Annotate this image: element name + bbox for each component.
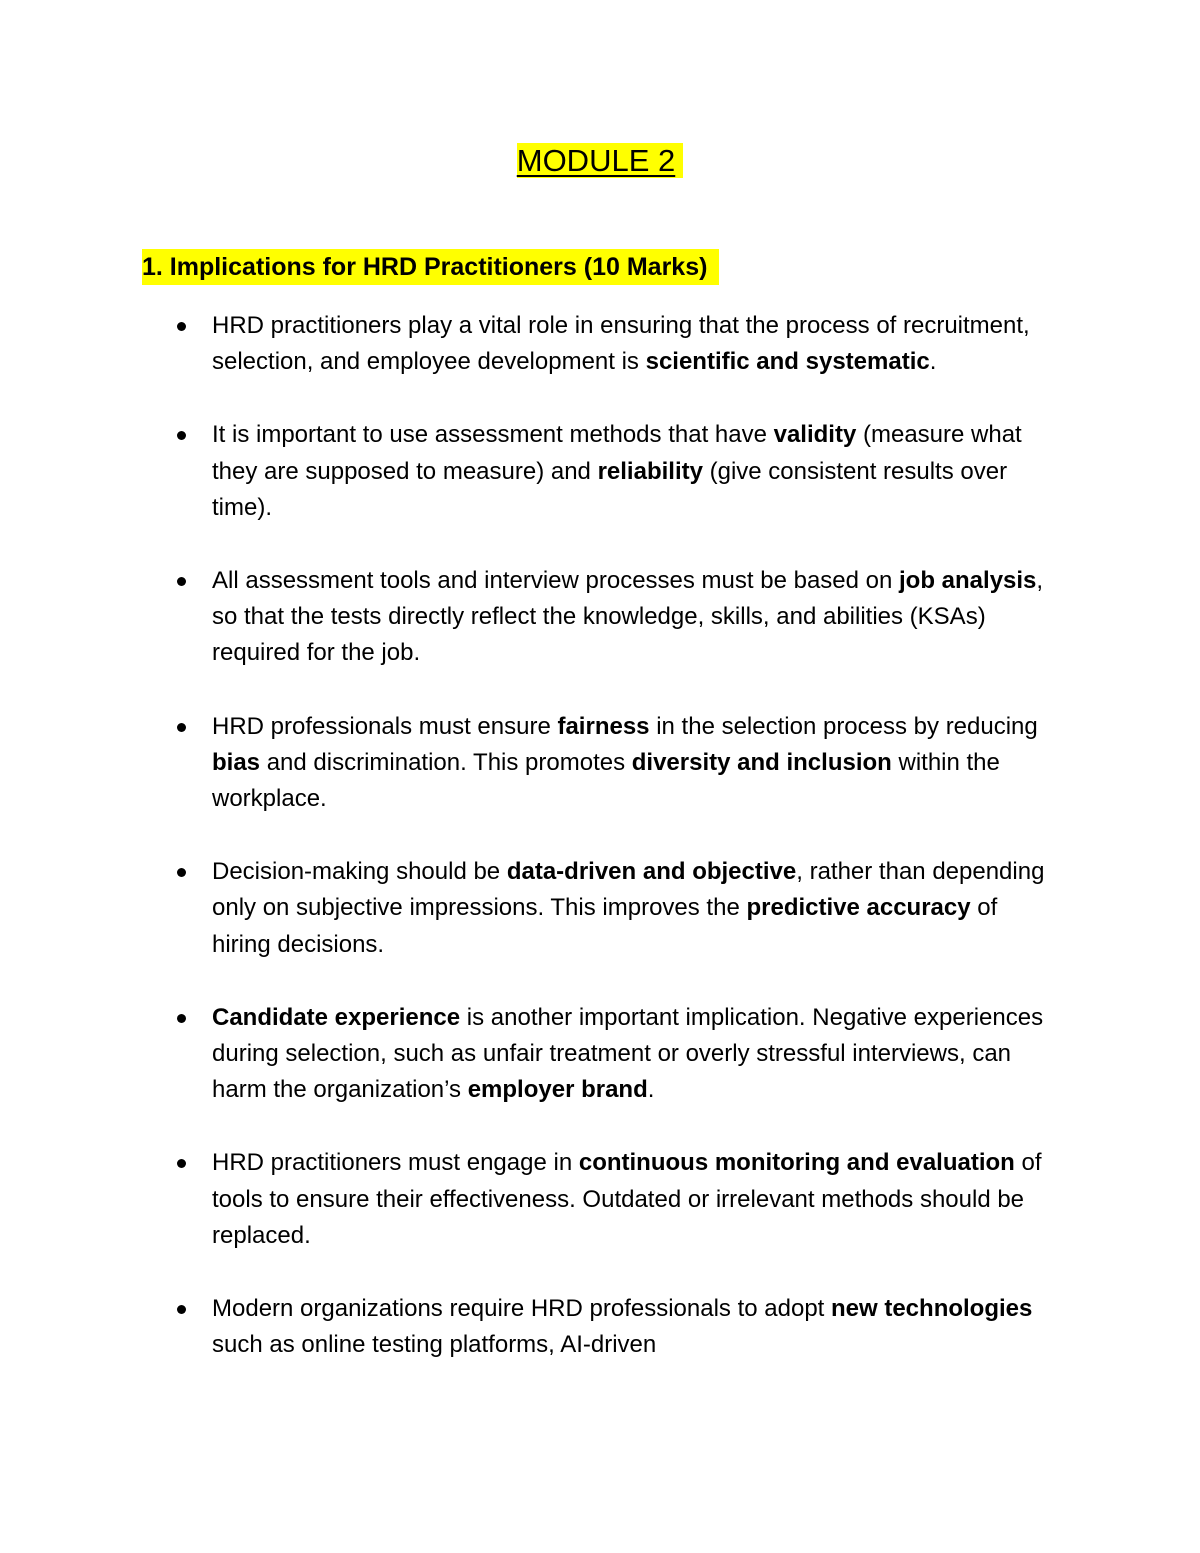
list-item bbox=[0, 308, 1062, 380]
body-text: of hiring decisions. bbox=[212, 894, 998, 958]
body-text: HRD practitioners play a vital role in ensuring that the process of recruitment, selection, and employee development is bbox=[212, 312, 1030, 376]
bold-text: data-driven and objective bbox=[506, 858, 797, 886]
page-title-text: MODULE 2 bbox=[517, 143, 683, 178]
bold-text: diversity and inclusion bbox=[631, 748, 892, 776]
list-item bbox=[0, 1145, 1062, 1254]
bold-text: new technologies bbox=[831, 1295, 1033, 1323]
body-text: HRD practitioners must engage in bbox=[212, 1149, 579, 1177]
body-text: Modern organizations require HRD professionals to adopt bbox=[212, 1295, 831, 1323]
list-item bbox=[0, 417, 1062, 526]
body-text: such as online testing platforms, AI-driven bbox=[212, 1331, 657, 1359]
bold-text: continuous monitoring and evaluation bbox=[578, 1149, 1015, 1177]
section-heading: 1. Implications for HRD Practitioners (10 Marks) bbox=[142, 249, 719, 285]
body-text: Decision-making should be bbox=[212, 858, 507, 886]
bullet-dot-icon bbox=[177, 431, 186, 440]
body-text: of tools to ensure their effectiveness. Outdated or irrelevant methods should be replaced. bbox=[212, 1149, 1042, 1249]
bold-text: fairness bbox=[557, 712, 650, 740]
body-text: is another important implication. Negative experiences during selection, such as unfair treatment or overly stressful interviews, can harm the organization’s bbox=[212, 1003, 1044, 1104]
body-text: (give consistent results over time). bbox=[212, 457, 1008, 521]
bullet-dot-icon bbox=[177, 577, 186, 586]
body-text: It is important to use assessment methods that have bbox=[212, 421, 774, 449]
body-text: in the selection process by reducing bbox=[649, 712, 1038, 740]
page-title bbox=[0, 141, 1200, 181]
bold-text: scientific and systematic bbox=[645, 348, 930, 376]
bullet-dot-icon bbox=[177, 322, 186, 331]
body-text: and discrimination. This promotes bbox=[260, 748, 632, 776]
body-text: , rather than depending only on subjective impressions. This improves the bbox=[212, 858, 1045, 922]
bold-text: job analysis bbox=[899, 567, 1037, 595]
bold-text: employer brand bbox=[467, 1076, 648, 1104]
bold-text: Candidate experience bbox=[212, 1003, 461, 1031]
bullet-dot-icon bbox=[177, 1159, 186, 1168]
list-item bbox=[0, 1000, 1062, 1109]
body-text: HRD professionals must ensure bbox=[212, 712, 558, 740]
body-text: All assessment tools and interview processes must be based on bbox=[212, 567, 900, 595]
body-text: . bbox=[647, 1076, 655, 1104]
body-text: . bbox=[929, 348, 937, 376]
bullet-list bbox=[0, 308, 1200, 1400]
list-item bbox=[0, 563, 1062, 672]
list-item bbox=[0, 1291, 1062, 1363]
bullet-dot-icon bbox=[177, 1014, 186, 1023]
bold-text: validity bbox=[773, 421, 857, 449]
body-text: (measure what they are supposed to measure) and bbox=[212, 421, 1022, 485]
body-text: within the workplace. bbox=[212, 748, 1000, 813]
list-item bbox=[0, 854, 1062, 963]
body-text: , so that the tests directly reflect the knowledge, skills, and abilities (KSAs) required for the job. bbox=[212, 567, 1044, 667]
bold-text: predictive accuracy bbox=[746, 894, 971, 922]
bold-text: reliability bbox=[597, 457, 703, 485]
list-item bbox=[0, 709, 1062, 818]
bullet-dot-icon bbox=[177, 723, 186, 732]
bullet-dot-icon bbox=[177, 1305, 186, 1314]
bullet-dot-icon bbox=[177, 868, 186, 877]
bold-text: bias bbox=[212, 748, 261, 776]
